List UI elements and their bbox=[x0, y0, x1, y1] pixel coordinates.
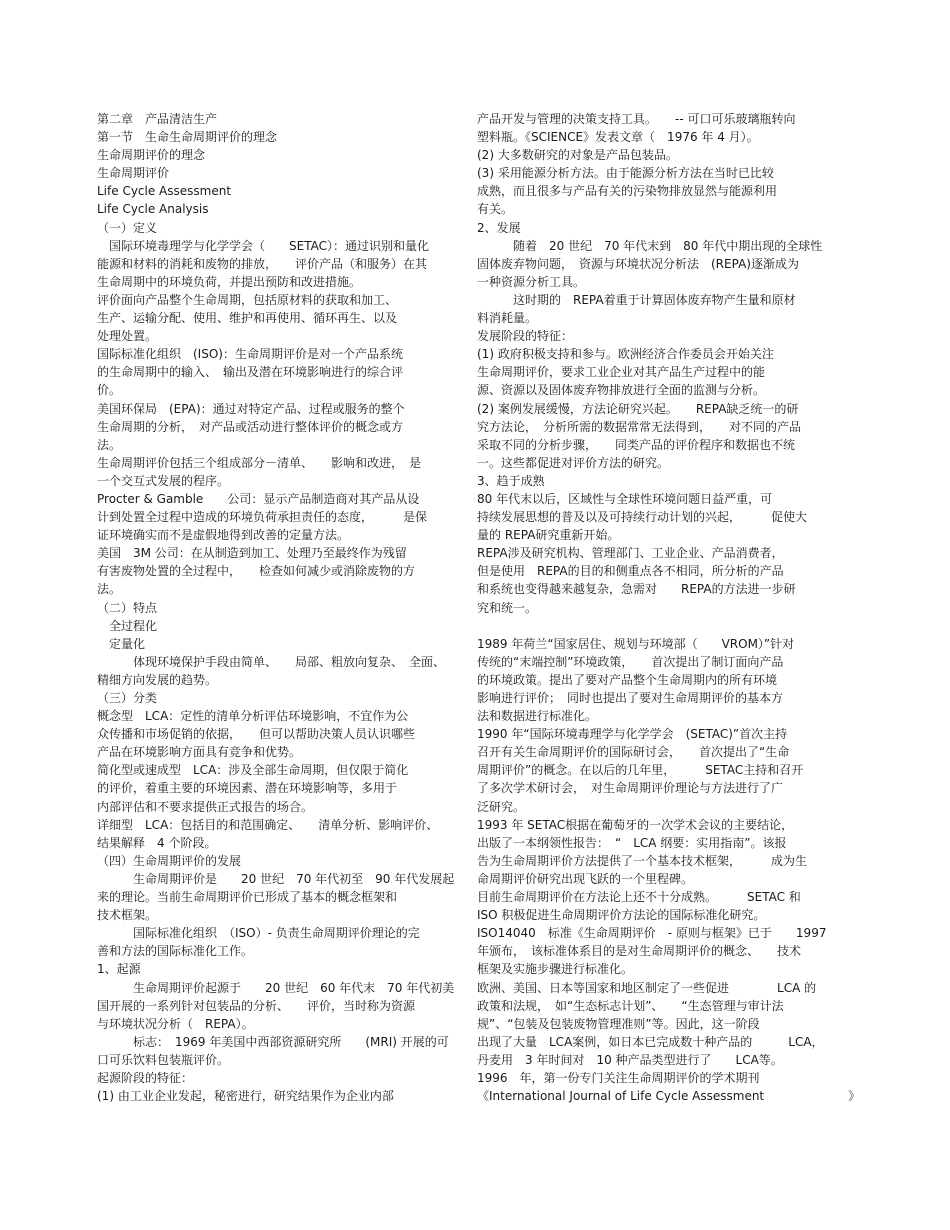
text-line: 法。 bbox=[97, 582, 122, 597]
text-line: 口可乐饮料包装瓶评价。 bbox=[97, 1052, 230, 1067]
right-text-column bbox=[477, 110, 861, 1105]
text-line: 年颁布， 该标准体系目的是对生命周期评价的概念、 技术 bbox=[477, 944, 802, 959]
text-line: 1993 年 SETAC根据在葡萄牙的一次学术会议的主要结论， bbox=[477, 817, 794, 832]
text-line: 命周期评价研究出现飞跃的一个里程碑。 bbox=[477, 871, 694, 886]
text-line: Life Cycle Analysis bbox=[97, 202, 209, 217]
text-line: 评价面向产品整个生命周期，包括原材料的获取和加工、 bbox=[97, 292, 398, 307]
text-line: (2) 案例发展缓慢，方法论研究兴起。 REPA缺乏统一的研 bbox=[477, 401, 799, 416]
text-line: 召开有关生命周期评价的国际研讨会， 首次提出了“生命 bbox=[477, 745, 790, 760]
text-line: Life Cycle Assessment bbox=[97, 184, 232, 199]
text-line: 生命周期评价 bbox=[97, 166, 170, 181]
text-line: 产品开发与管理的决策支持工具。 -- 可口可乐玻璃瓶转向 bbox=[477, 112, 796, 126]
text-line: 政策和法规， 如“生态标志计划”、 “生态管理与审计法 bbox=[477, 998, 784, 1013]
text-line: 内部评估和不要求提供正式报告的场合。 bbox=[97, 799, 314, 814]
text-line: 固体废弃物问题， 资源与环境状况分析法 (REPA)逐渐成为 bbox=[477, 256, 799, 271]
text-line: 料消耗量。 bbox=[477, 311, 538, 326]
text-line: ISO14040 标准《生命周期评价 - 原则与框架》已于 1997 bbox=[477, 926, 827, 941]
text-line: （二）特点 bbox=[97, 600, 158, 615]
text-line: 证环境确实而不是虚假地得到改善的定量方法。 bbox=[97, 528, 350, 543]
text-line: Procter & Gamble 公司：显示产品制造商对其产品从设 bbox=[97, 491, 420, 506]
text-line: 国开展的一系列针对包装品的分析、 评价，当时称为资源 bbox=[97, 998, 416, 1013]
text-line: 有害废物处置的全过程中， 检查如何减少或消除废物的方 bbox=[97, 564, 416, 579]
text-line: 生产、运输分配、使用、维护和再使用、循环再生、以及 bbox=[97, 311, 398, 326]
text-line: 国际标准化组织 (ISO)：生命周期评价是对一个产品系统 bbox=[97, 347, 403, 362]
text-line: 起源阶段的特征： bbox=[97, 1070, 194, 1085]
text-line: 影响进行评价； 同时也提出了要对生命周期评价的基本方 bbox=[477, 691, 784, 705]
text-line: 1989 年荷兰“国家居住、规划与环境部（ VROM）”针对 bbox=[477, 636, 795, 651]
text-line: 简化型或速成型 LCA：涉及全部生命周期，但仅限于简化 bbox=[97, 763, 409, 778]
text-line: 究方法论， 分析所需的数据常常无法得到， 对不同的产品 bbox=[477, 419, 802, 434]
text-line: 来的理论。当前生命周期评价已形成了基本的概念框架和 bbox=[97, 890, 398, 905]
text-line: (1) 由工业企业发起，秘密进行，研究结果作为企业内部 bbox=[97, 1089, 394, 1104]
text-line: 生命周期的分析， 对产品或活动进行整体评价的概念或方 bbox=[97, 419, 404, 434]
text-line: 结果解释 4 个阶段。 bbox=[97, 835, 217, 850]
text-line: 国际环境毒理学与化学学会（ SETAC）：通过识别和量化 bbox=[97, 238, 429, 253]
text-line: 这时期的 REPA着重于计算固体废弃物产生量和原材 bbox=[477, 292, 796, 307]
text-line: 法。 bbox=[97, 437, 122, 452]
text-line: 1、起源 bbox=[97, 962, 141, 977]
text-line: (3) 采用能源分析方法。由于能源分析方法在当时已比较 bbox=[477, 166, 774, 181]
text-line: （四）生命周期评价的发展 bbox=[97, 853, 242, 868]
text-line: 出现了大量 LCA案例，如日本已完成数十种产品的 LCA， bbox=[477, 1034, 824, 1049]
text-line: 概念型 LCA：定性的清单分析评估环境影响，不宜作为公 bbox=[97, 709, 409, 724]
text-line: 发展阶段的特征： bbox=[477, 329, 574, 344]
text-line: 第一节 生命生命周期评价的理念 bbox=[97, 130, 278, 145]
text-line: 和系统也变得越来越复杂，急需对 REPA的方法进一步研 bbox=[477, 582, 796, 597]
text-line: 美国 3M 公司：在从制造到加工、处理乃至最终作为残留 bbox=[97, 546, 407, 561]
text-line: 随着 20 世纪 70 年代末到 80 年代中期出现的全球性 bbox=[477, 238, 823, 253]
text-line: (1) 政府积极支持和参与。欧洲经济合作委员会开始关注 bbox=[477, 347, 774, 362]
text-line: 出版了一本纲领性报告： “ LCA 纲要：实用指南”。该报 bbox=[477, 835, 787, 850]
text-line: 详细型 LCA：包括目的和范围确定、 清单分析、影响评价、 bbox=[97, 817, 439, 832]
text-line: 有关。 bbox=[477, 202, 514, 217]
text-line: （一）定义 bbox=[97, 220, 158, 235]
text-line: 目前生命周期评价在方法论上还不十分成熟。 SETAC 和 bbox=[477, 890, 801, 905]
text-line: 持续发展思想的普及以及可持续行动计划的兴起， 促使大 bbox=[477, 510, 808, 525]
text-line: 一种资源分析工具。 bbox=[477, 274, 586, 289]
text-line: 的生命周期中的输入、 输出及潜在环境影响进行的综合评 bbox=[97, 365, 404, 380]
text-line: 处理处置。 bbox=[97, 329, 158, 344]
text-line: 众传播和市场促销的依据， 但可以帮助决策人员认识哪些 bbox=[97, 727, 416, 742]
text-line: 规”、“包装及包装废物管理准则”等。因此，这一阶段 bbox=[477, 1016, 760, 1031]
text-line: 1996 年，第一份专门关注生命周期评价的学术期刊 bbox=[477, 1070, 760, 1085]
text-line: 成熟，而且很多与产品有关的污染物排放显然与能源利用 bbox=[477, 184, 778, 199]
text-line: 体现环境保护手段由简单、 局部、粗放向复杂、 全面、 bbox=[97, 654, 446, 669]
text-line: （三）分类 bbox=[97, 691, 158, 705]
text-line: 泛研究。 bbox=[477, 799, 526, 814]
text-line: 全过程化 bbox=[97, 618, 158, 633]
text-line: 3、趋于成熟 bbox=[477, 473, 545, 488]
text-line: 生命周期评价，要求工业企业对其产品生产过程中的能 bbox=[477, 365, 766, 380]
text-line: 生命周期评价的理念 bbox=[97, 148, 206, 163]
text-line: 计到处置全过程中造成的环境负荷承担责任的态度， 是保 bbox=[97, 510, 428, 525]
text-line: 价。 bbox=[97, 383, 122, 398]
text-line: ISO 积极促进生命周期评价方法论的国际标准化研究。 bbox=[477, 908, 766, 923]
text-line: 一个交互式发展的程序。 bbox=[97, 473, 230, 488]
text-line: 丹麦用 3 年时间对 10 种产品类型进行了 LCA等。 bbox=[477, 1052, 783, 1067]
text-line: 标志： 1969 年美国中西部资源研究所 (MRI) 开展的可 bbox=[97, 1034, 449, 1049]
text-line: 能源和材料的消耗和废物的排放， 评价产品（和服务）在其 bbox=[97, 256, 428, 271]
text-line: 一。这些都促进对评价方法的研究。 bbox=[477, 455, 670, 470]
text-line: 生命周期评价起源于 20 世纪 60 年代末 70 年代初美 bbox=[97, 980, 455, 995]
text-line bbox=[477, 617, 827, 635]
text-line: (2) 大多数研究的对象是产品包装品。 bbox=[477, 148, 678, 163]
text-line: 《International Journal of Life Cycle Assessment 》 bbox=[477, 1089, 861, 1104]
text-line: 传统的“末端控制”环境政策， 首次提出了制订面向产品 bbox=[477, 654, 784, 669]
text-line: 量的 REPA研究重新开始。 bbox=[477, 528, 620, 543]
text-line: 生命周期中的环境负荷，并提出预防和改进措施。 bbox=[97, 274, 362, 289]
text-line: 塑料瓶。《SCIENCE》发表文章（ 1976 年 4 月）。 bbox=[477, 130, 759, 145]
text-line: 2、发展 bbox=[477, 220, 521, 235]
text-line: 生命周期评价是 20 世纪 70 年代初至 90 年代发展起 bbox=[97, 871, 455, 886]
text-line: 的环境政策。提出了要对产品整个生命周期内的所有环境 bbox=[477, 672, 778, 687]
text-line: 产品在环境影响方面具有竞争和优势。 bbox=[97, 745, 302, 760]
text-line: 周期评价”的概念。在以后的几年里， SETAC主持和召开 bbox=[477, 763, 804, 778]
text-line: 了多次学术研讨会， 对生命周期评价理论与方法进行了广 bbox=[477, 781, 784, 796]
text-line: 但是使用 REPA的目的和侧重点各不相同，所分析的产品 bbox=[477, 564, 784, 579]
text-line: REPA涉及研究机构、管理部门、工业企业、产品消费者， bbox=[477, 546, 784, 561]
text-line: 与环境状况分析（ REPA）。 bbox=[97, 1016, 254, 1031]
text-line: 精细方向发展的趋势。 bbox=[97, 672, 218, 687]
text-line: 框架及实施步骤进行标准化。 bbox=[477, 962, 634, 977]
text-line: 欧洲、美国、日本等国家和地区制定了一些促进 LCA 的 bbox=[477, 980, 817, 995]
text-line: 美国环保局 (EPA)：通过对特定产品、过程或服务的整个 bbox=[97, 401, 405, 416]
text-line: 第二章 产品清洁生产 bbox=[97, 112, 218, 126]
text-line: 技术框架。 bbox=[97, 908, 158, 923]
text-line: 源、资源以及固体废弃物排放进行全面的监测与分析。 bbox=[477, 383, 766, 398]
left-text-column bbox=[97, 110, 455, 1105]
text-line: 生命周期评价包括三个组成部分－清单、 影响和改进， 是 bbox=[97, 455, 422, 470]
text-line: 告为生命周期评价方法提供了一个基本技术框架， 成为生 bbox=[477, 853, 808, 868]
text-line: 法和数据进行标准化。 bbox=[477, 709, 598, 724]
text-line: 采取不同的分析步骤， 同类产品的评价程序和数据也不统 bbox=[477, 437, 796, 452]
text-line: 究和统一。 bbox=[477, 600, 538, 615]
text-line: 的评价，着重主要的环境因素、潜在环境影响等，多用于 bbox=[97, 781, 398, 796]
text-line: 1990 年“国际环境毒理学与化学学会 (SETAC)”首次主持 bbox=[477, 727, 788, 742]
text-line: 80 年代末以后，区域性与全球性环境问题日益严重，可 bbox=[477, 491, 773, 506]
text-line: 国际标准化组织 （ISO）- 负责生命周期评价理论的完 bbox=[97, 926, 420, 941]
text-line: 善和方法的国际标准化工作。 bbox=[97, 944, 254, 959]
text-line: 定量化 bbox=[97, 636, 146, 651]
